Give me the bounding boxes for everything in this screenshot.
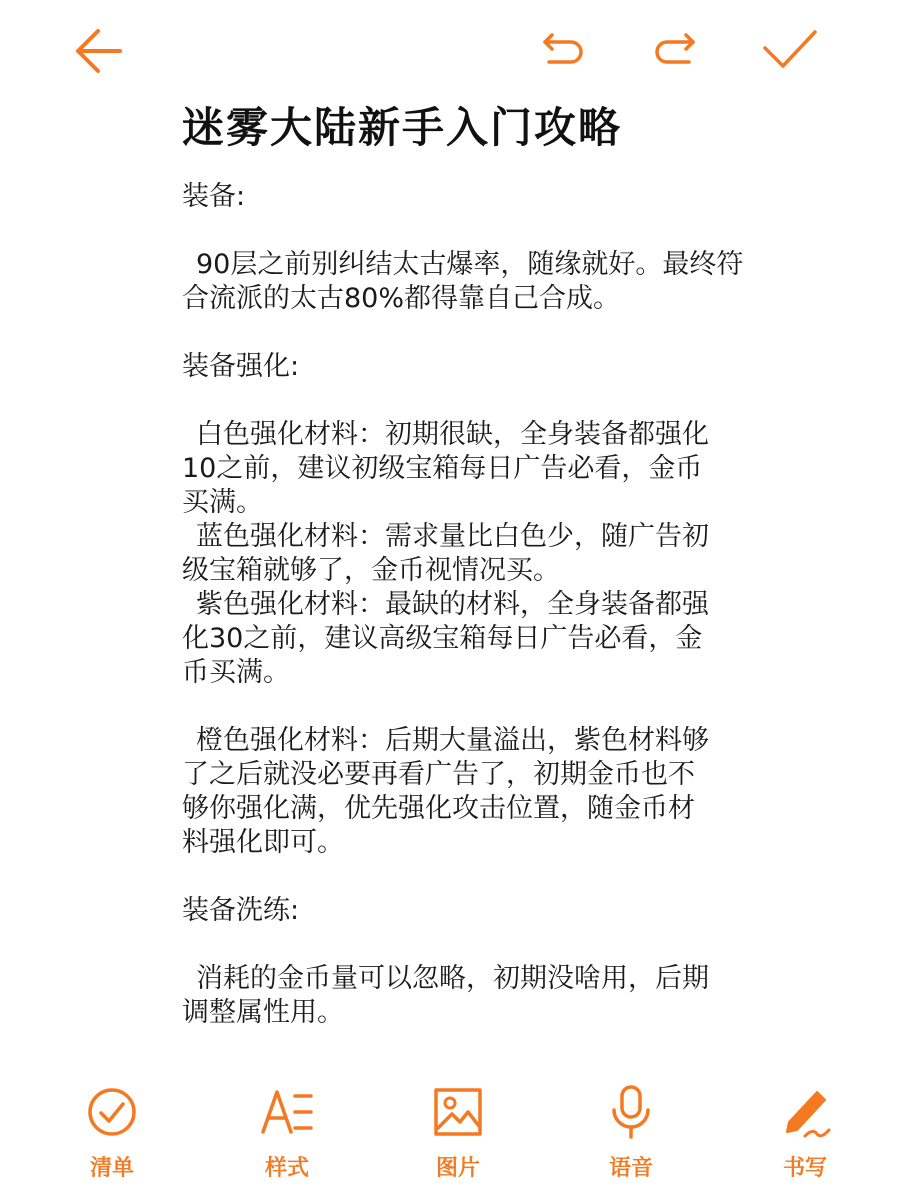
note-editor[interactable] xyxy=(182,98,742,1030)
voice-button[interactable] xyxy=(576,1082,686,1182)
note-line: 蓝色强化材料：需求量比白色少，随广告初 xyxy=(196,521,709,552)
image-icon xyxy=(428,1082,488,1142)
note-line: 币买满。 xyxy=(182,657,290,688)
note-line: 90层之前别纠结太古爆率，随缘就好。最终符 xyxy=(196,249,744,280)
text-style-icon xyxy=(257,1082,317,1142)
note-line: 够你强化满，优先强化攻击位置，随金币材 xyxy=(182,793,695,824)
note-line: 化30之前，建议高级宝箱每日广告必看，金 xyxy=(182,623,703,654)
checklist-label: 清单 xyxy=(89,1156,134,1181)
note-line: 消耗的金币量可以忽略，初期没啥用，后期 xyxy=(196,963,709,994)
note-line: 10之前，建议初级宝箱每日广告必看，金币 xyxy=(182,453,703,484)
redo-icon xyxy=(651,30,703,70)
blank-line xyxy=(182,690,742,724)
handwriting-button[interactable] xyxy=(750,1082,860,1182)
note-line: 装备: xyxy=(182,181,246,212)
checkmark-icon xyxy=(761,28,819,72)
undo-button[interactable] xyxy=(528,24,594,76)
note-line: 料强化即可。 xyxy=(182,827,344,858)
blank-line xyxy=(182,384,742,418)
note-line: 合流派的太古80%都得靠自己合成。 xyxy=(182,283,621,314)
note-line: 橙色强化材料：后期大量溢出，紫色材料够 xyxy=(196,725,709,756)
handwriting-label: 书写 xyxy=(782,1156,827,1181)
back-button[interactable] xyxy=(62,18,134,84)
note-title[interactable]: 迷雾大陆新手入门攻略 xyxy=(182,103,623,152)
note-line: 级宝箱就够了，金币视情况买。 xyxy=(182,555,560,586)
top-toolbar xyxy=(0,0,900,100)
note-line: 装备强化: xyxy=(182,351,300,382)
style-button[interactable] xyxy=(232,1082,342,1182)
note-line: 装备洗练: xyxy=(182,895,300,926)
bottom-toolbar xyxy=(0,1074,900,1200)
done-button[interactable] xyxy=(756,24,824,76)
note-body[interactable] xyxy=(182,180,742,1030)
undo-icon xyxy=(535,30,587,70)
blank-line xyxy=(182,214,742,248)
image-button[interactable] xyxy=(403,1082,513,1182)
image-label: 图片 xyxy=(435,1156,480,1181)
blank-line xyxy=(182,928,742,962)
checklist-icon xyxy=(82,1082,142,1142)
note-line: 买满。 xyxy=(182,487,263,518)
note-line: 白色强化材料：初期很缺，全身装备都强化 xyxy=(196,419,709,450)
arrow-left-icon xyxy=(70,23,126,79)
note-line: 了之后就没必要再看广告了，初期金币也不 xyxy=(182,759,695,790)
microphone-icon xyxy=(601,1082,661,1142)
blank-line xyxy=(182,860,742,894)
pen-icon xyxy=(775,1082,835,1142)
checklist-button[interactable] xyxy=(57,1082,167,1182)
voice-label: 语音 xyxy=(608,1156,653,1181)
redo-button[interactable] xyxy=(644,24,710,76)
style-label: 样式 xyxy=(264,1156,309,1181)
note-line: 调整属性用。 xyxy=(182,997,344,1028)
blank-line xyxy=(182,316,742,350)
note-line: 紫色强化材料：最缺的材料，全身装备都强 xyxy=(196,589,709,620)
